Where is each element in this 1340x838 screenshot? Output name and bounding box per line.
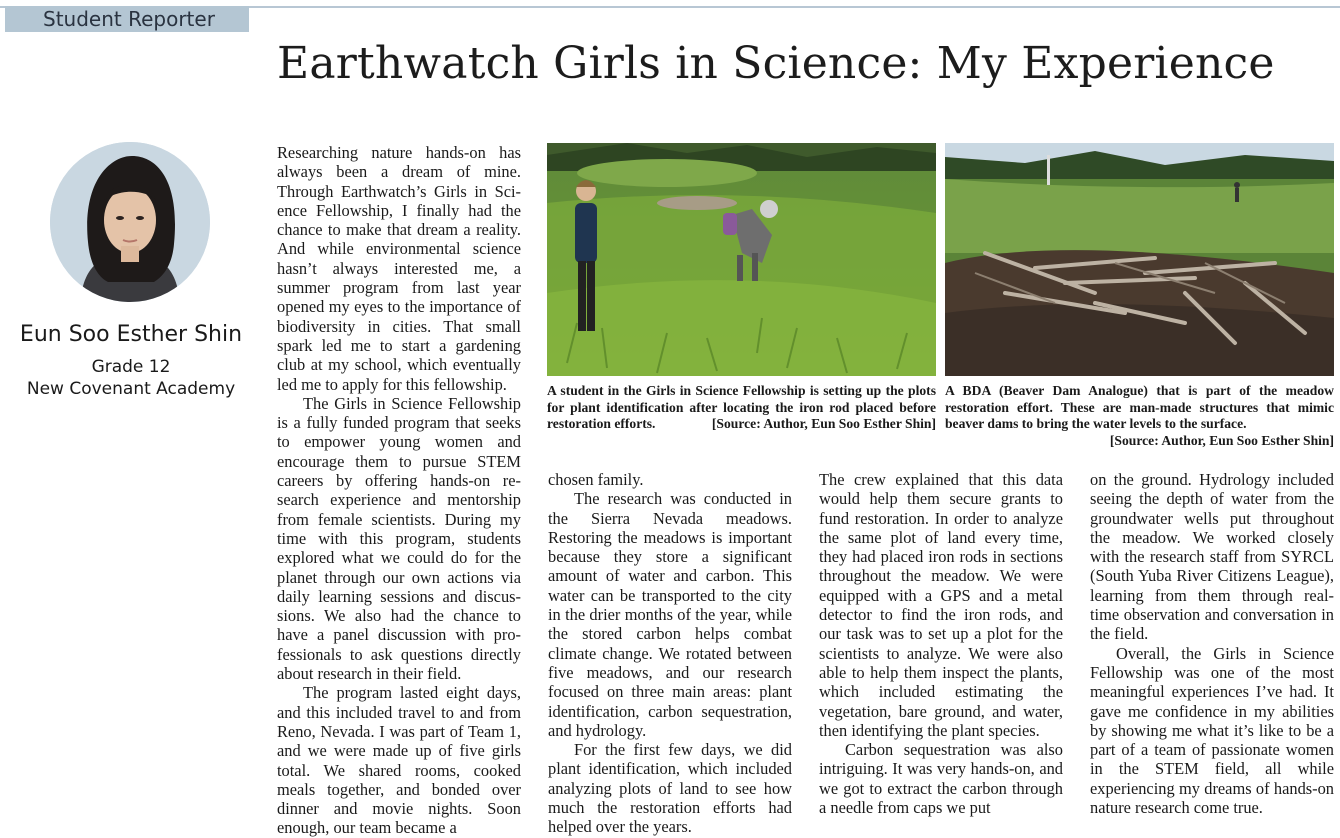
author-grade: Grade 12 [91,357,171,377]
caption-text: A student in the Girls in Science Fellowship is setting up the plots for plant identification after locating the iron rod placed before restoration efforts. [547,383,936,431]
paragraph: The Girls in Science Fellowship is a fully funded program that seeks to empower young women and encourage them to pursue STEM careers by offering hands-on research experience and mentorship from female scientists. During my time with this program, students explored what we could do for the planet through our own actions via daily learning sessions and discussions. We also had the chance to have a panel discussion with professionals to ask questions directly about research in their field. [277,393,521,684]
author-name: Eun Soo Esther Shin [19,322,243,347]
caption-source: [Source: Author, Eun Soo Esther Shin] [711,416,936,431]
article-column-4 [1090,470,1334,817]
author-school: New Covenant Academy [26,379,236,399]
article-column-2 [548,470,792,837]
article-column-1 [277,143,521,838]
beaver-dam-photo [945,143,1334,376]
photo-caption-2 [945,383,1334,449]
paragraph: The crew explained that this data would help them secure grants to fund restoration. In order to analyze the same plot of land every time, they had placed iron rods in sections throughout the meadow. We were equipped with a GPS and a metal detector to find the iron rods, and our task was to set up a plot for the scientists to analyze. We were also able to help them inspect the plants, which included estimating the vegetation, bare ground, and water, then identifying the plant species. [819,470,1063,740]
paragraph: Overall, the Girls in Science Fellowship was one of the most meaningful experiences I’ve had. It gave me confidence in my abilities by showing me what it’s like to be a part of a team of passionate women in the STEM field, all while experiencing my dreams of hands-on nature research come true. [1090,643,1334,818]
paragraph: For the first few days, we did plant identification, which included analyzing plots of land to see how much the restoration efforts had helped over the years. [548,740,792,837]
caption-source: [Source: Author, Eun Soo Esther Shin] [1109,432,1334,448]
paragraph: The program lasted eight days, and this included travel to and from Reno, Nevada. I was part of Team 1, and we were made up of five girls total. We shared rooms, cooked meals together, and bonded over dinner and movie nights. Soon enough, our team became a [277,683,521,838]
photo-caption-1 [547,383,936,433]
paragraph: Carbon sequestration was also intriguing. It was very hands-on, and we got to extract the carbon through a needle from caps we put [819,740,1063,818]
article-headline: Earthwatch Girls in Science: My Experience [277,38,1275,89]
paragraph: chosen family. [548,470,644,489]
caption-text: A BDA (Beaver Dam Analogue) that is part of the meadow restoration effort. These are man-made structures that mimic beaver dams to bring the water levels to the surface. [945,383,1334,431]
paragraph: The research was conducted in the Sierra Nevada meadows. Restoring the meadows is important because they store a significant amount of water and carbon. This water can be transported to the city in the drier months of the year, while the stored carbon helps combat climate change. We rotated between five meadows, and our research focused on three main areas: plant identification, carbon sequestration, and hydrology. [548,489,792,740]
beaver-dam-image [945,143,1334,376]
paragraph: on the ground. Hydrology included seeing the depth of water from the groundwater wells put throughout the meadow. We worked closely with the research staff from SYRCL (South Yuba River Citizens League), learning from them through real-time observation and conversation in the field. [1090,470,1334,644]
section-label: Student Reporter [5,6,249,32]
meadow-photo-image [547,143,936,376]
author-portrait-image [50,142,210,302]
meadow-plot-photo [547,143,936,376]
paragraph: Researching nature hands-on has always been a dream of mine. Through Earthwatch’s Girls in Science Fellowship, I finally had the chance to make that dream a reality. And while environmental science hasn’t always interested me, a summer program from last year opened my eyes to the importance of biodiversity in cities. That small spark led me to start a gardening club at my school, which eventually led me to apply for this fellowship. [277,143,521,394]
author-photo [50,142,210,302]
article-column-3 [819,470,1063,817]
